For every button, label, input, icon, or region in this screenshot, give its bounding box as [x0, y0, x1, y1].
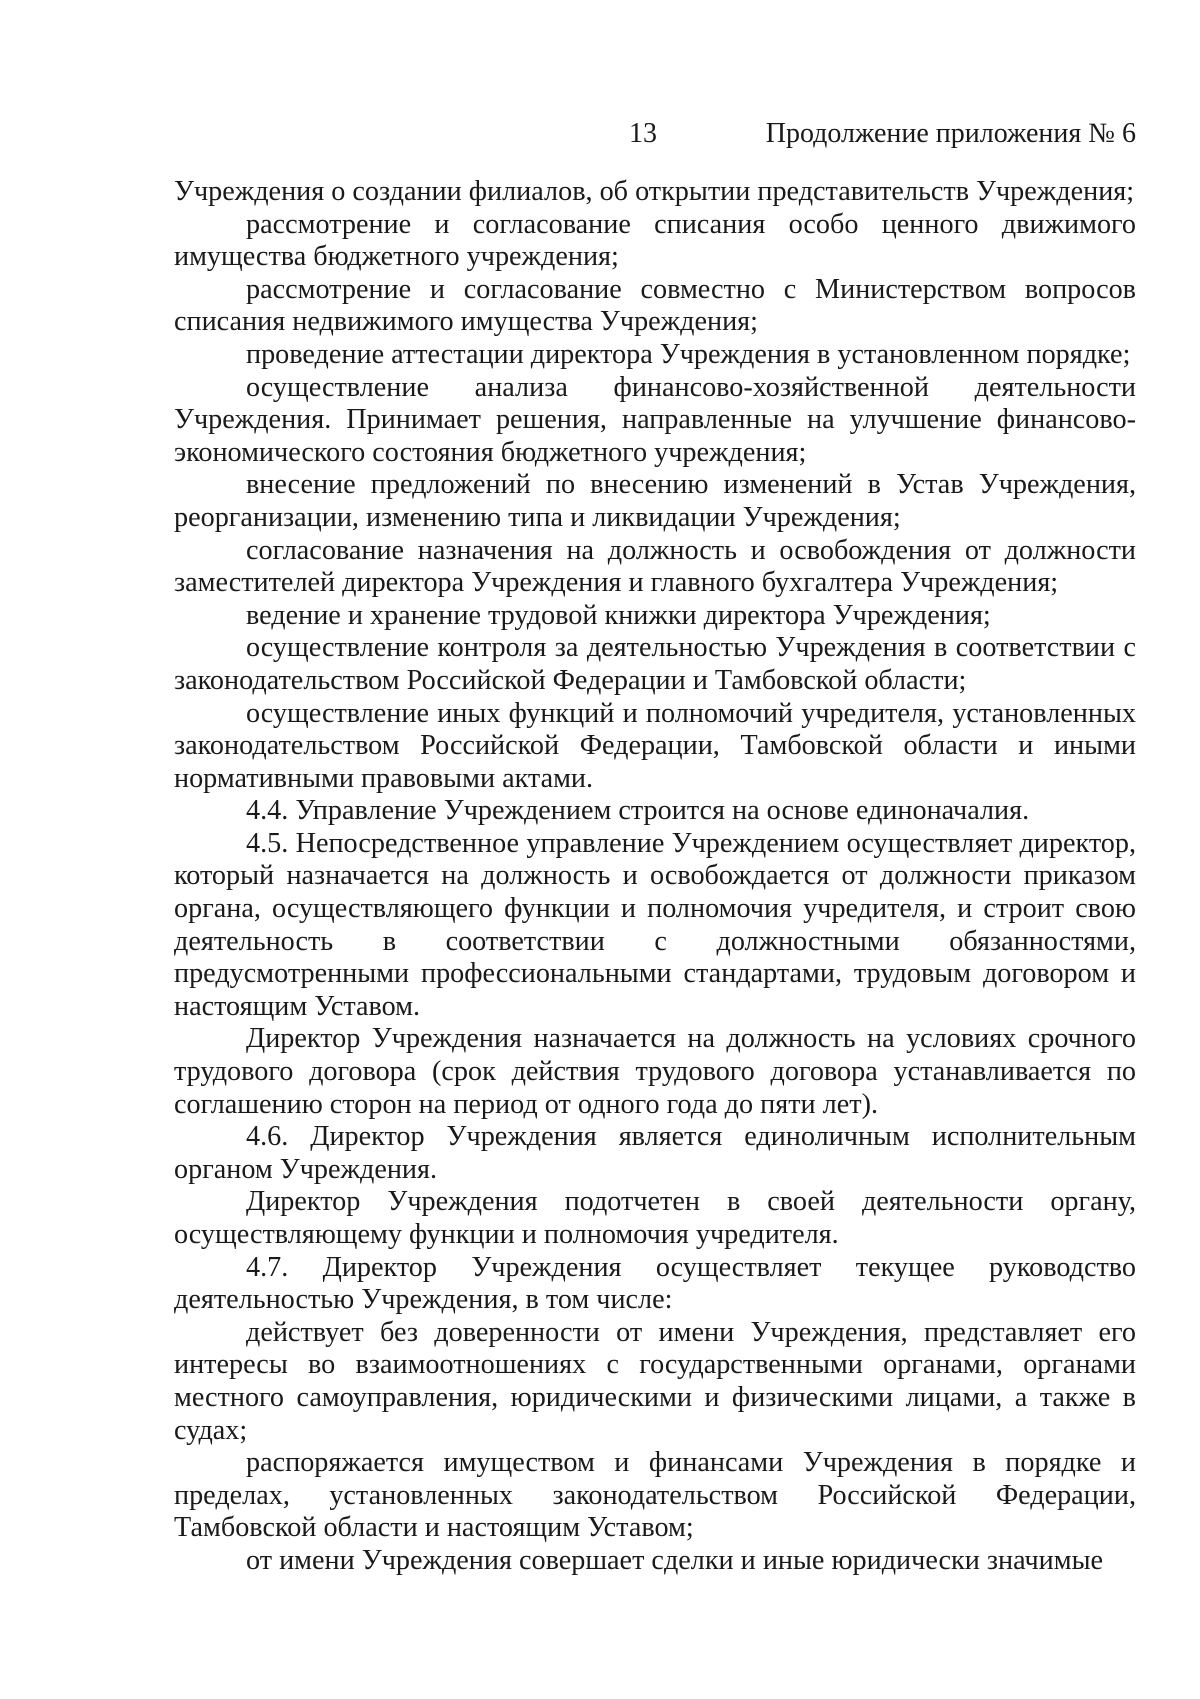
paragraph: осуществление анализа финансово-хозяйственной деятельности Учреждения. Принимает решения, направленные на улучшение финансово-экономического состояния бюджетного учреждения; [174, 371, 1136, 468]
paragraph-truncated: от имени Учреждения совершает сделки и иные юридически значимые [246, 1544, 1104, 1576]
clause-4-6: 4.6. Директор Учреждения является единоличным исполнительным органом Учреждения. [174, 1121, 1136, 1185]
paragraph: проведение аттестации директора Учреждения в установленном порядке; [246, 338, 1131, 370]
paragraph: Директор Учреждения подотчетен в своей деятельности органу, осуществляющему функции и полномочия учредителя. [174, 1186, 1136, 1250]
paragraph: ведение и хранение трудовой книжки директора Учреждения; [246, 599, 991, 631]
paragraph: осуществление иных функций и полномочий учредителя, установленных законодательством Российской Федерации, Тамбовской области и иными нормативными правовыми актами. [174, 697, 1136, 794]
clause-4-5: 4.5. Непосредственное управление Учреждением осуществляет директор, который назначается на должность и освобождается от должности приказом органа, осуществляющего функции и полномочия учредителя, и строит свою деятельность в соответствии с должностными обязанностями, предусмотренными профессиональными стандартами, трудовым договором и настоящим Уставом. [174, 827, 1136, 1022]
page-header [174, 116, 1136, 152]
paragraph: рассмотрение и согласование совместно с Министерством вопросов списания недвижимого имущества Учреждения; [174, 273, 1136, 338]
appendix-continuation-label: Продолжение приложения № 6 [765, 118, 1136, 149]
paragraph: Директор Учреждения назначается на должность на условиях срочного трудового договора (срок действия трудового договора устанавливается по соглашению сторон на период от одного года до пяти лет). [174, 1023, 1136, 1120]
clause-4-4: 4.4. Управление Учреждением строится на основе единоначалия. [246, 795, 1030, 827]
clause-4-7: 4.7. Директор Учреждения осуществляет текущее руководство деятельностью Учреждения, в том числе: [174, 1251, 1136, 1316]
paragraph-continued: Учреждения о создании филиалов, об открытии представительств Учреждения; [174, 176, 1135, 207]
paragraph: рассмотрение и согласование списания особо ценного движимого имущества бюджетного учреждения; [174, 208, 1136, 273]
document-body [174, 176, 1136, 1578]
page-number: 13 [629, 118, 657, 149]
paragraph: действует без доверенности от имени Учреждения, представляет его интересы во взаимоотношениях с государственными органами, органами местного самоуправления, юридическими и физическими лицами, а также в судах; [174, 1316, 1136, 1446]
paragraph: согласование назначения на должность и освобождения от должности заместителей директора Учреждения и главного бухгалтера Учреждения; [174, 534, 1136, 599]
paragraph: осуществление контроля за деятельностью Учреждения в соответствии с законодательством Российской Федерации и Тамбовской области; [174, 632, 1136, 696]
paragraph: распоряжается имуществом и финансами Учреждения в порядке и пределах, установленных законодательством Российской Федерации, Тамбовской области и настоящим Уставом; [174, 1447, 1136, 1544]
paragraph: внесение предложений по внесению изменений в Устав Учреждения, реорганизации, изменению типа и ликвидации Учреждения; [174, 469, 1136, 533]
